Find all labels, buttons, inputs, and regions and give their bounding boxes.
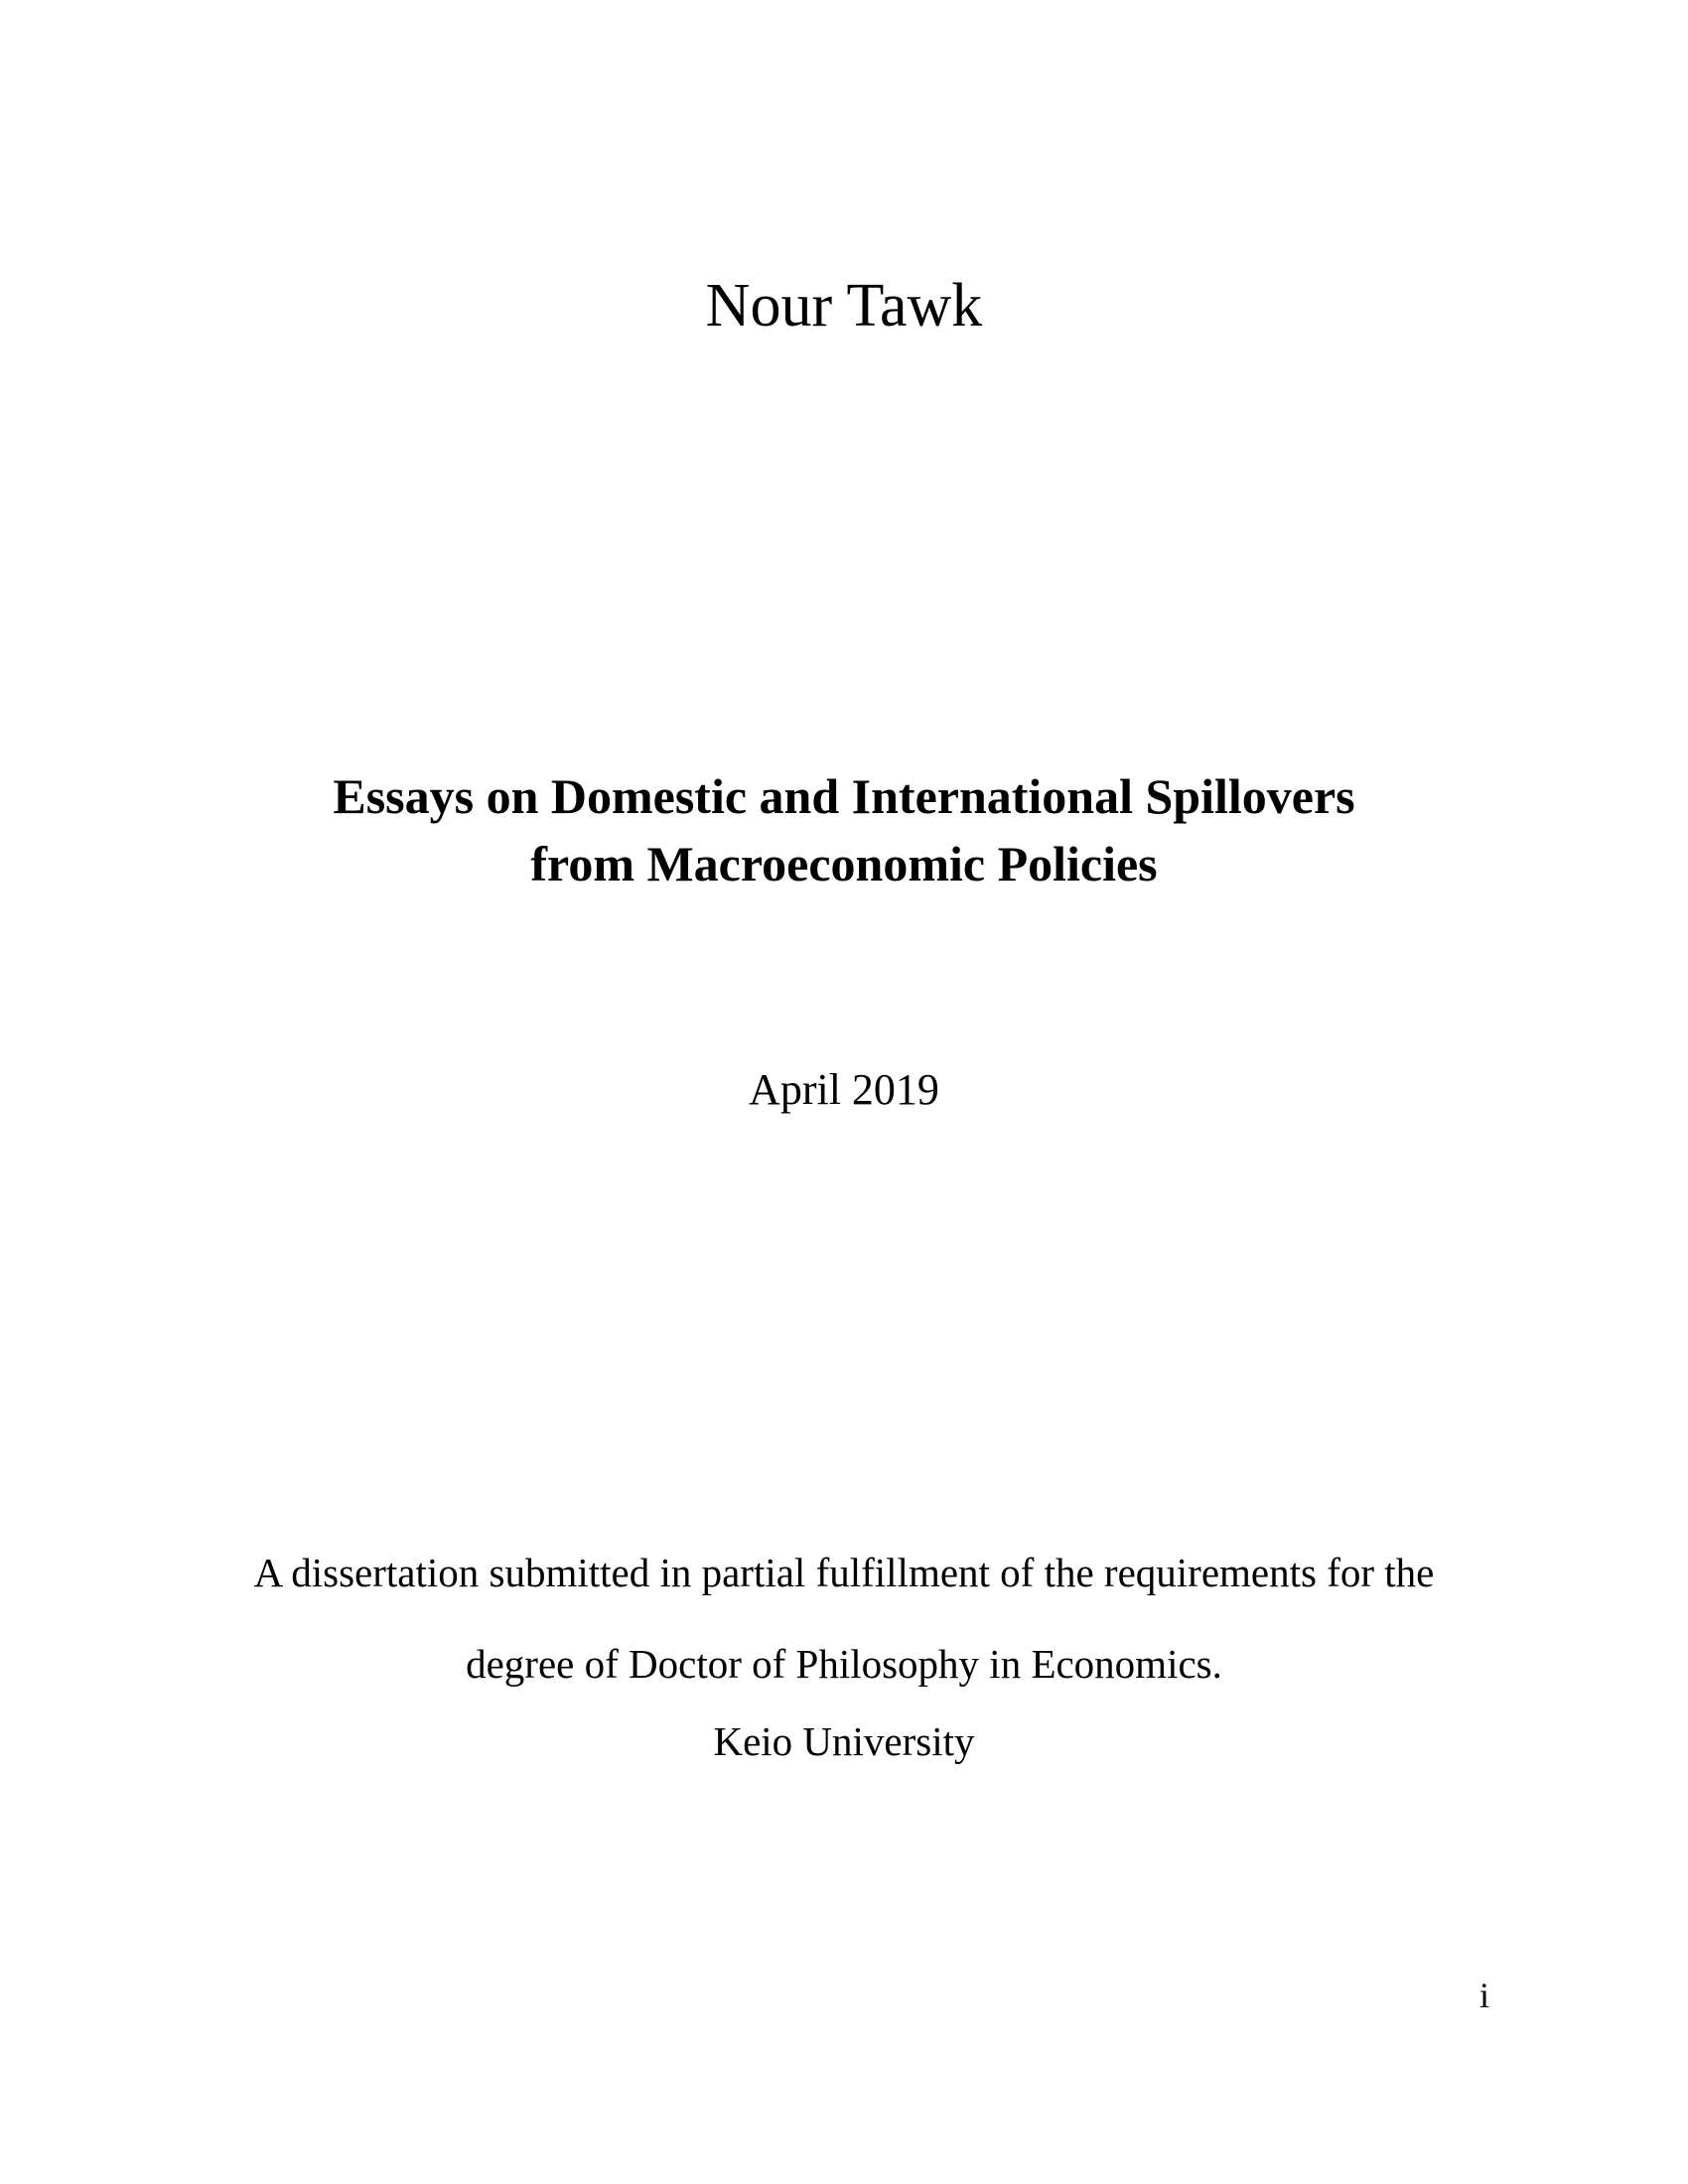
degree-statement bbox=[0, 1527, 1688, 1709]
institution-name: Keio University bbox=[713, 1718, 975, 1764]
submission-date: April 2019 bbox=[749, 1065, 939, 1114]
page-number: i bbox=[1478, 1976, 1489, 2015]
title-line-2: from Macroeconomic Policies bbox=[530, 836, 1158, 891]
author-name: Nour Tawk bbox=[705, 272, 983, 340]
title-line-1: Essays on Domestic and International Spillovers bbox=[333, 768, 1355, 824]
dissertation-title bbox=[0, 762, 1688, 897]
statement-line-1: A dissertation submitted in partial fulfillment of the requirements for the bbox=[253, 1550, 1435, 1595]
statement-line-2: degree of Doctor of Philosophy in Economics. bbox=[466, 1641, 1222, 1687]
